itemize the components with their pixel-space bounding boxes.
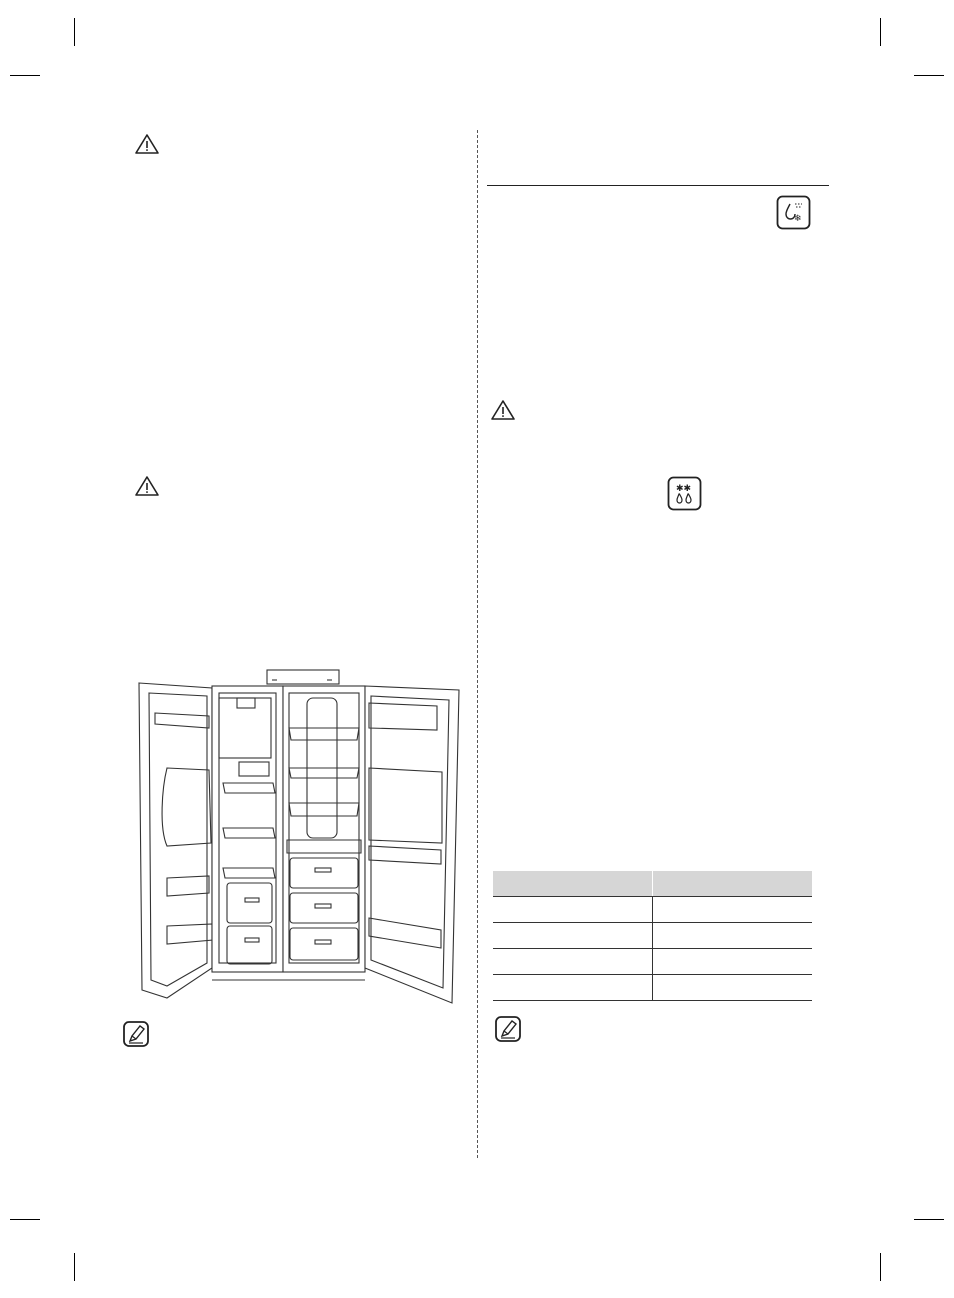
note-pencil-icon — [123, 1021, 149, 1047]
table-cell — [653, 949, 813, 975]
table-row — [493, 975, 812, 1001]
warning-triangle-icon — [490, 399, 516, 421]
crop-mark — [10, 1219, 40, 1220]
crop-mark — [74, 18, 75, 46]
section-rule — [487, 185, 829, 186]
table-cell — [653, 897, 813, 923]
crop-mark — [74, 1253, 75, 1281]
ice-off-icon — [667, 476, 702, 511]
table-cell — [493, 897, 653, 923]
crop-mark — [914, 75, 944, 76]
ice-water-dispenser-icon — [776, 195, 811, 230]
table-cell — [493, 975, 653, 1001]
table-header-cell — [653, 871, 813, 897]
table-cell — [493, 949, 653, 975]
crop-mark — [880, 1253, 881, 1281]
svg-text:✱✱: ✱✱ — [676, 484, 692, 494]
refrigerator-illustration — [137, 668, 462, 1008]
crop-mark — [10, 75, 40, 76]
crop-mark — [880, 18, 881, 46]
crop-mark — [914, 1219, 944, 1220]
table-cell — [653, 923, 813, 949]
table-cell — [493, 923, 653, 949]
table-row — [493, 949, 812, 975]
table-row — [493, 897, 812, 923]
table-header-row — [493, 871, 812, 897]
table-row — [493, 923, 812, 949]
svg-text:❄: ❄ — [794, 214, 802, 224]
column-divider — [477, 130, 478, 1158]
warning-triangle-icon — [134, 133, 160, 155]
table-cell — [653, 975, 813, 1001]
table-header-cell — [493, 871, 653, 897]
note-pencil-icon — [495, 1016, 521, 1042]
spec-table — [493, 871, 812, 1001]
warning-triangle-icon — [134, 475, 160, 497]
